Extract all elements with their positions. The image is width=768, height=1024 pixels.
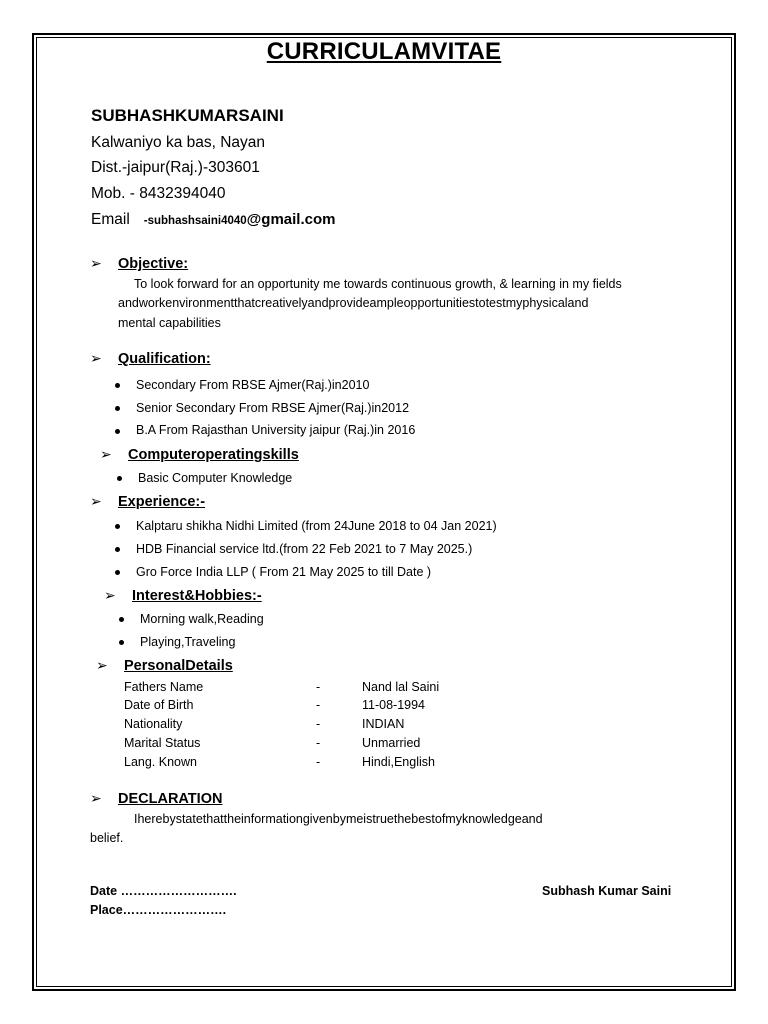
personal-value: 11-08-1994 xyxy=(362,698,426,712)
bullet-dot-icon xyxy=(115,524,120,529)
page-border-inner xyxy=(36,37,732,987)
personal-value: Unmarried xyxy=(362,736,421,750)
personal-label: Fathers Name xyxy=(124,680,204,694)
email-domain: @gmail.com xyxy=(246,211,336,228)
qualification-item: Secondary From RBSE Ajmer(Raj.)in2010 xyxy=(136,378,370,392)
experience-heading: Experience:- xyxy=(118,494,206,510)
arrow-bullet-icon: ➢ xyxy=(90,493,102,509)
bullet-dot-icon xyxy=(117,476,122,481)
bullet-dot-icon xyxy=(115,570,120,575)
arrow-bullet-icon: ➢ xyxy=(100,446,112,462)
personal-separator: - xyxy=(316,680,321,694)
document-title: CURRICULAMVITAE xyxy=(266,38,502,65)
experience-item: Kalptaru shikha Nidhi Limited (from 24June 2018 to 04 Jan 2021) xyxy=(136,519,497,533)
arrow-bullet-icon: ➢ xyxy=(104,587,116,603)
experience-item: Gro Force India LLP ( From 21 May 2025 to till Date ) xyxy=(136,565,432,579)
personal-label: Nationality xyxy=(124,717,183,731)
computer-skill-item: Basic Computer Knowledge xyxy=(138,471,293,485)
candidate-name: SUBHASHKUMARSAINI xyxy=(91,106,284,125)
email-line xyxy=(91,211,336,229)
arrow-bullet-icon: ➢ xyxy=(90,790,102,806)
personal-label: Lang. Known xyxy=(124,755,197,769)
hobby-item: Playing,Traveling xyxy=(140,635,236,649)
personal-value: Hindi,English xyxy=(362,755,435,769)
personal-label: Date of Birth xyxy=(124,698,194,712)
objective-line: mental capabilities xyxy=(118,316,221,330)
objective-line: andworkenvironmentthatcreativelyandprovideampleopportunitiestotestmyphysicaland xyxy=(118,296,589,310)
computer-skills-heading: Computeroperatingskills xyxy=(128,447,299,463)
place-field: Place……………………. xyxy=(90,903,227,917)
personal-separator: - xyxy=(316,698,321,712)
hobbies-heading: Interest&Hobbies:- xyxy=(132,588,262,604)
arrow-bullet-icon: ➢ xyxy=(90,350,102,366)
personal-separator: - xyxy=(316,717,321,731)
personal-separator: - xyxy=(316,755,321,769)
arrow-bullet-icon: ➢ xyxy=(90,255,102,271)
address-line-2: Dist.-jaipur(Raj.)-303601 xyxy=(91,159,260,176)
email-label: Email xyxy=(91,211,130,228)
email-prefix: -subhashsaini4040 xyxy=(143,215,247,227)
qualification-item: Senior Secondary From RBSE Ajmer(Raj.)in2012 xyxy=(136,401,410,415)
bullet-dot-icon xyxy=(119,617,124,622)
objective-line: To look forward for an opportunity me towards continuous growth, & learning in my fields xyxy=(134,277,622,291)
experience-item: HDB Financial service ltd.(from 22 Feb 2021 to 7 May 2025.) xyxy=(136,542,473,556)
address-line-1: Kalwaniyo ka bas, Nayan xyxy=(91,134,266,151)
arrow-bullet-icon: ➢ xyxy=(96,657,108,673)
signature-name: Subhash Kumar Saini xyxy=(542,884,672,898)
bullet-dot-icon xyxy=(115,547,120,552)
declaration-line: belief. xyxy=(90,831,124,845)
declaration-heading: DECLARATION xyxy=(118,791,223,807)
personal-value: Nand lal Saini xyxy=(362,680,440,694)
hobby-item: Morning walk,Reading xyxy=(140,612,264,626)
bullet-dot-icon xyxy=(115,429,120,434)
qualification-item: B.A From Rajasthan University jaipur (Raj.)in 2016 xyxy=(136,423,416,437)
bullet-dot-icon xyxy=(115,383,120,388)
qualification-heading: Qualification: xyxy=(118,351,211,367)
bullet-dot-icon xyxy=(115,406,120,411)
personal-label: Marital Status xyxy=(124,736,201,750)
personal-separator: - xyxy=(316,736,321,750)
personal-value: INDIAN xyxy=(362,717,405,731)
personal-details-heading: PersonalDetails xyxy=(124,658,233,674)
mobile-number: Mob. - 8432394040 xyxy=(91,185,226,202)
date-field: Date ………………………. xyxy=(90,884,237,898)
declaration-line: Iherebystatethattheinformationgivenbymeistruethebestofmyknowledgeand xyxy=(134,812,543,826)
objective-heading: Objective: xyxy=(118,256,189,272)
bullet-dot-icon xyxy=(119,640,124,645)
